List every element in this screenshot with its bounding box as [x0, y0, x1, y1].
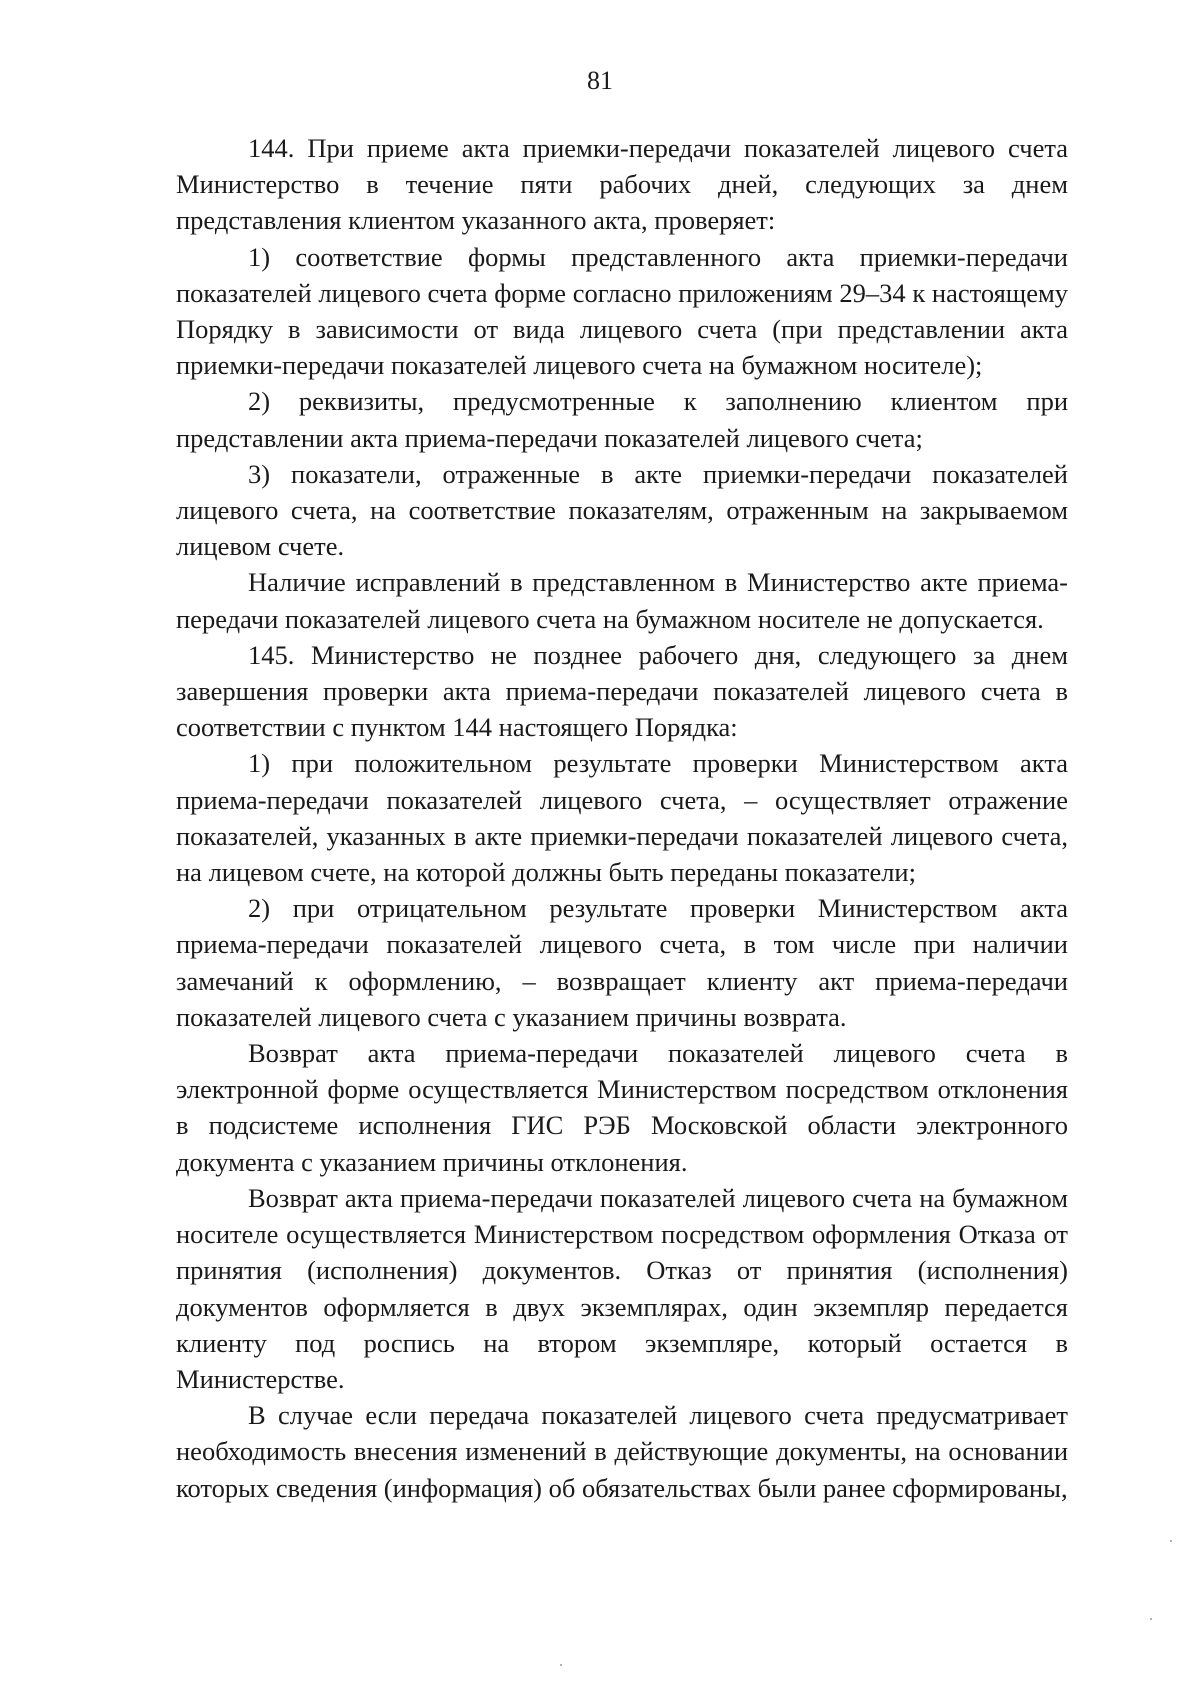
paragraph-electronic-return: Возврат акта приема-передачи показателей лицевого счета в электронной форме осуществляется Министерством посредством отклонения в подсистеме исполнения ГИС РЭБ Московской области электронного документа с указанием причины отклонения. — [176, 1038, 1068, 1177]
document-body — [176, 130, 1068, 1506]
scan-speck — [1170, 1540, 1172, 1542]
scan-speck — [560, 1664, 562, 1666]
paragraph-144-item-1: 1) соответствие формы представленного акта приемки-передачи показателей лицевого счета форме согласно приложениям 29–34 к настоящему Порядку в зависимости от вида лицевого счета (при представлении акта приемки-передачи показателей лицевого счета на бумажном носителе); — [176, 241, 1068, 381]
scan-speck — [1150, 1618, 1152, 1620]
paragraph-145-item-2: 2) при отрицательном результате проверки Министерством акта приема-передачи показателей лицевого счета, в том числе при наличии замечаний к оформлению, – возвращает клиенту акт приема-передачи показателей лицевого счета с указанием причины возврата. — [176, 893, 1068, 1032]
paragraph-corrections-note: Наличие исправлений в представленном в Министерство акте приема-передачи показателей лицевого счета на бумажном носителе не допускается. — [176, 567, 1068, 634]
paragraph-changes-case: В случае если передача показателей лицевого счета предусматривает необходимость внесения изменений в действующие документы, на основании которых сведения (информация) об обязательствах были ранее сформированы, — [176, 1400, 1068, 1503]
paragraph-144-item-2: 2) реквизиты, предусмотренные к заполнению клиентом при представлении акта приема-передачи показателей лицевого счета; — [176, 386, 1068, 453]
paragraph-paper-return: Возврат акта приема-передачи показателей лицевого счета на бумажном носителе осуществляется Министерством посредством оформления Отказа от принятия (исполнения) документов. Отказ от принятия (исполнения) документов оформляется в двух экземплярах, один экземпляр передается клиенту под роспись на втором экземпляре, который остается в Министерстве. — [176, 1182, 1068, 1394]
page-number: 81 — [587, 66, 613, 95]
paragraph-145-intro: 145. Министерство не позднее рабочего дня, следующего за днем завершения проверки акта приема-передачи показателей лицевого счета в соответствии с пунктом 144 настоящего Порядка: — [176, 639, 1068, 743]
paragraph-144-item-3: 3) показатели, отраженные в акте приемки-передачи показателей лицевого счета, на соответствие показателям, отраженным на закрываемом лицевом счете. — [176, 458, 1068, 562]
paragraph-144-intro: 144. При приеме акта приемки-передачи показателей лицевого счета Министерство в течение пяти рабочих дней, следующих за днем представления клиентом указанного акта, проверяет: — [176, 133, 1068, 236]
paragraph-145-item-1: 1) при положительном результате проверки Министерством акта приема-передачи показателей лицевого счета, – осуществляет отражение показателей, указанных в акте приемки-передачи показателей лицевого счета, на лицевом счете, на которой должны быть переданы показатели; — [176, 748, 1068, 888]
